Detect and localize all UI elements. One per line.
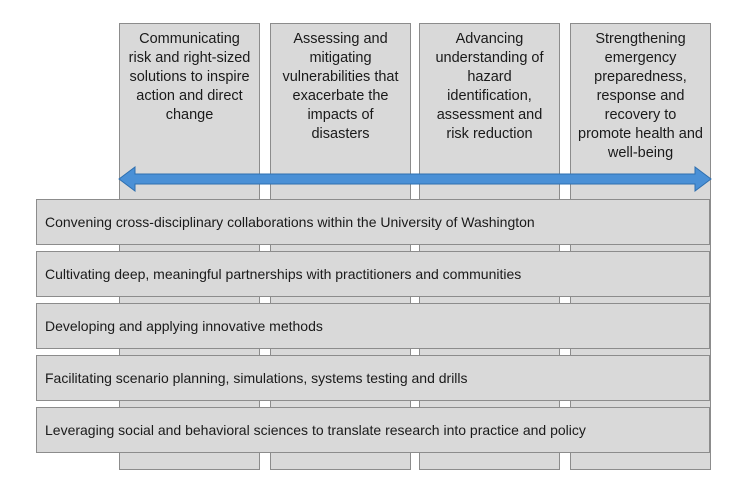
row-innovative-methods [36,303,710,349]
row-social-behavioral-sciences [36,407,710,453]
column-label: Advancing understanding of hazard identification, assessment and risk reduction [435,31,544,142]
column-assessing-vulnerabilities [270,23,411,470]
column-hazard-identification [419,23,560,470]
column-label: Assessing and mitigating vulnerabilities that exacerbate the impacts of disasters [282,31,399,142]
double-headed-arrow-icon [118,166,712,192]
row-label: Convening cross-disciplinary collaborations within the University of Washington [45,214,535,230]
row-label: Developing and applying innovative methods [45,318,323,334]
row-label: Facilitating scenario planning, simulations, systems testing and drills [45,370,468,386]
row-scenario-planning [36,355,710,401]
row-cross-disciplinary-collaborations [36,199,710,245]
row-label: Leveraging social and behavioral sciences to translate research into practice and policy [45,422,586,438]
column-communicating-risk [119,23,260,470]
column-label: Communicating risk and right-sized solutions to inspire action and direct change [128,31,251,123]
row-label: Cultivating deep, meaningful partnerships with practitioners and communities [45,266,522,282]
column-label: Strengthening emergency preparedness, response and recovery to promote health and well-being [578,31,703,161]
column-emergency-preparedness [570,23,711,470]
row-partnerships [36,251,710,297]
